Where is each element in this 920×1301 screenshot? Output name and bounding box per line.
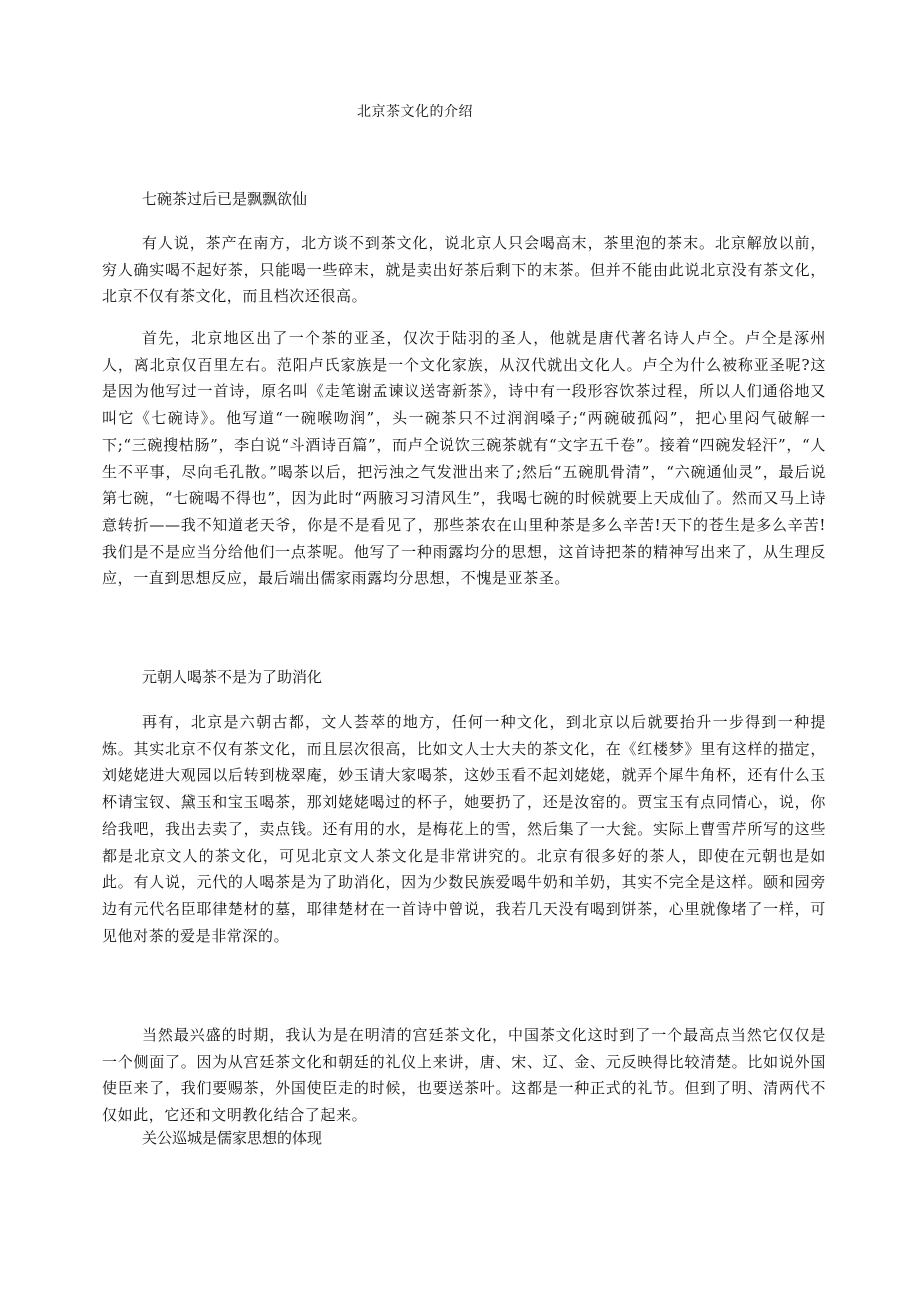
section-heading-seven-bowls: 七碗茶过后已是飘飘欲仙 <box>142 190 308 208</box>
document-title: 北京茶文化的介绍 <box>357 104 473 120</box>
section-heading-guan-gong: 关公巡城是儒家思想的体现 <box>142 1129 323 1147</box>
paragraph-intro: 有人说，茶产在南方，北方谈不到茶文化，说北京人只会喝高末，茶里泡的茶末。北京解放以前，穷人确实喝不起好茶，只能喝一些碎末，就是卖出好茶后剩下的末茶。但并不能由此说北京没有茶文化，北京不仅有茶文化，而且档次还很高。 <box>102 234 826 306</box>
paragraph-lu-tong: 首先，北京地区出了一个茶的亚圣，仅次于陆羽的圣人，他就是唐代著名诗人卢仝。卢仝是涿州人，离北京仅百里左右。范阳卢氏家族是一个文化家族，从汉代就出文化人。卢仝为什么被称亚圣呢?这是因为他写过一首诗，原名叫《走笔谢孟谏议送寄新茶》，诗中有一段形容饮茶过程，所以人们通俗地又叫它《七碗诗》。他写道“一碗喉吻润”，头一碗茶只不过润润嗓子;“两碗破孤闷”，把心里闷气破解一下;“三碗搜枯肠”，李白说“斗酒诗百篇”，而卢仝说饮三碗茶就有“文字五千卷”。接着“四碗发轻汗”，“人生不平事，尽向毛孔散。”喝茶以后，把污浊之气发泄出来了;然后“五碗肌骨清”，“六碗通仙灵”，最后说第七碗，“七碗喝不得也”，因为此时“两腋习习清风生”，我喝七碗的时候就要上天成仙了。然而又马上诗意转折——我不知道老天爷，你是不是看见了，那些茶农在山里种茶是多么辛苦!天下的苍生是多么辛苦!我们是不是应当分给他们一点茶呢。他写了一种雨露均分的思想，这首诗把茶的精神写出来了，从生理反应，一直到思想反应，最后端出儒家雨露均分思想，不愧是亚茶圣。 <box>102 329 826 588</box>
paragraph-literati-tea: 再有，北京是六朝古都，文人荟萃的地方，任何一种文化，到北京以后就要抬升一步得到一种提炼。其实北京不仅有茶文化，而且层次很高，比如文人士大夫的茶文化，在《红楼梦》里有这样的描定，刘姥姥进大观园以后转到栊翠庵，妙玉请大家喝茶，这妙玉看不起刘姥姥，就弄个犀牛角杯，还有什么玉杯请宝钗、黛玉和宝玉喝茶，那刘姥姥喝过的杯子，她要扔了，还是汝窑的。贾宝玉有点同情心，说，你给我吧，我出去卖了，卖点钱。还有用的水，是梅花上的雪，然后集了一大瓮。实际上曹雪芹所写的这些都是北京文人的茶文化，可见北京文人茶文化是非常讲究的。北京有很多好的茶人，即使在元朝也是如此。有人说，元代的人喝茶是为了助消化，因为少数民族爱喝牛奶和羊奶，其实不完全是这样。颐和园旁边有元代名臣耶律楚材的墓，耶律楚材在一首诗中曾说，我若几天没有喝到饼茶，心里就像堵了一样，可见他对茶的爱是非常深的。 <box>102 713 826 945</box>
section-heading-yuan-dynasty: 元朝人喝茶不是为了助消化 <box>142 668 323 686</box>
paragraph-court-tea: 当然最兴盛的时期，我认为是在明清的宫廷茶文化，中国茶文化这时到了一个最高点当然它仅仅是一个侧面了。因为从宫廷茶文化和朝廷的礼仪上来讲，唐、宋、辽、金、元反映得比较清楚。比如说外国使臣来了，我们要赐茶，外国使臣走的时候，也要送茶叶。这都是一种正式的礼节。但到了明、清两代不仅如此，它还和文明教化结合了起来。 <box>102 1026 826 1125</box>
